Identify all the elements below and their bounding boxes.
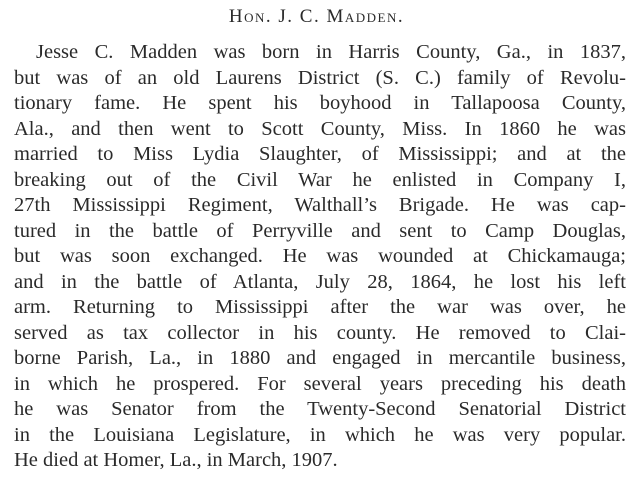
text-line: served as tax collector in his county. He removed to Clai- — [14, 321, 626, 344]
text-line: in which he prospered. For several years preceding his death — [14, 372, 626, 395]
text-line: Jesse C. Madden was born in Harris County, Ga., in 1837, — [36, 41, 626, 63]
text-line: breaking out of the Civil War he enlisted in Company I, — [14, 168, 626, 191]
text-line: in the Louisiana Legislature, in which he was very popular. — [14, 423, 626, 446]
text-line: married to Miss Lydia Slaughter, of Mississippi; and at the — [14, 143, 626, 165]
text-line: borne Parish, La., in 1880 and engaged in mercantile business, — [14, 347, 626, 369]
text-line: but was of an old Laurens District (S. C.) family of Revolu- — [14, 66, 626, 89]
text-line: Ala., and then went to Scott County, Miss. In 1860 he was — [14, 117, 626, 140]
text-line: 27th Mississippi Regiment, Walthall’s Brigade. He was cap- — [14, 194, 626, 216]
text-line: tionary fame. He spent his boyhood in Tallapoosa County, — [14, 92, 626, 114]
text-line: tured in the battle of Perryville and sent to Camp Douglas, — [14, 219, 626, 242]
biography-paragraph — [14, 40, 626, 474]
text-line: but was soon exchanged. He was wounded at Chickamauga; — [14, 245, 626, 267]
text-line: and in the battle of Atlanta, July 28, 1864, he lost his left — [14, 270, 626, 293]
page-title: Hon. J. C. Madden. — [228, 6, 405, 27]
text-line: He died at Homer, La., in March, 1907. — [14, 449, 338, 471]
text-line: he was Senator from the Twenty-Second Senatorial District — [14, 398, 626, 420]
text-line: arm. Returning to Mississippi after the war was over, he — [14, 296, 626, 318]
